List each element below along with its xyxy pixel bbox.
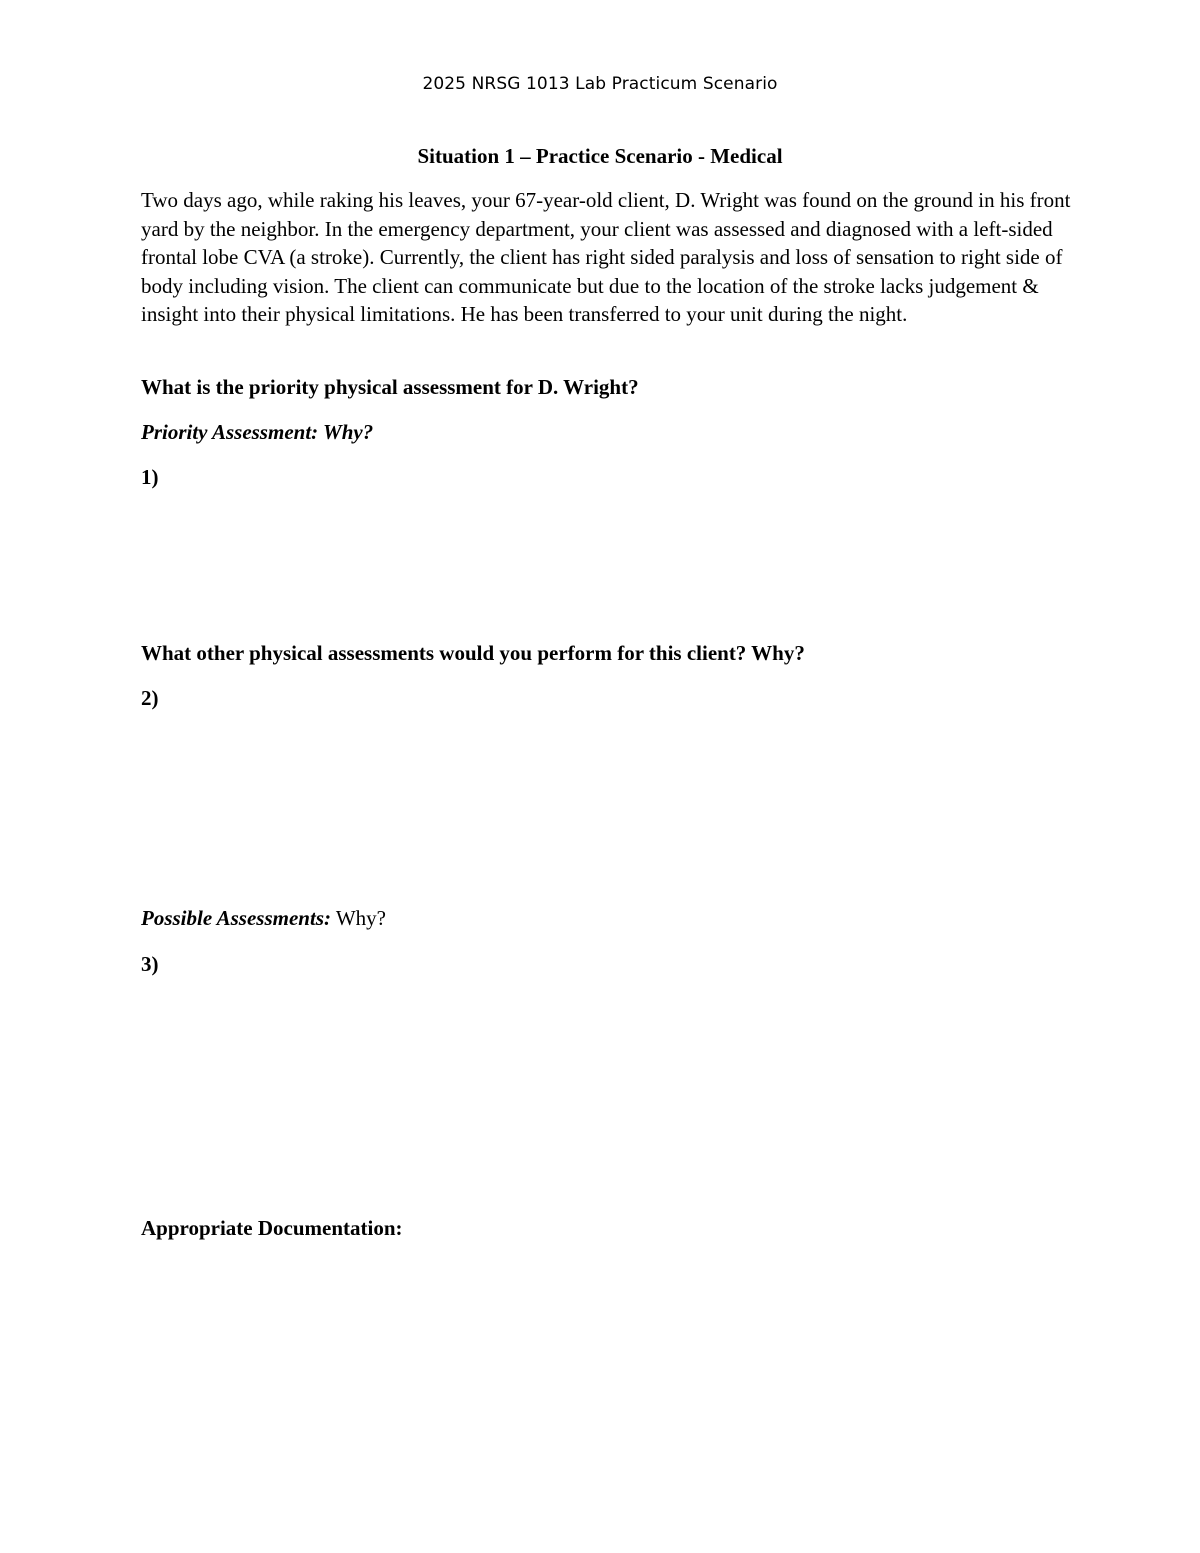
possible-assessments-why: Why? [330,906,386,930]
possible-assessments-line [141,906,386,931]
scenario-paragraph: Two days ago, while raking his leaves, your 67-year-old client, D. Wright was found on the ground in his front yard by the neighbor. In the emergency department, your client was assessed and diagnosed with a left-sided frontal lobe CVA (a stroke). Currently, the client has right sided paralysis and loss of sensation to right side of body including vision. The client can communicate but due to the location of the stroke lacks judgement & insight into their physical limitations. He has been transferred to your unit during the night. [141,188,1071,327]
priority-question: What is the priority physical assessment for D. Wright? [141,375,639,399]
answer-number-1: 1) [141,465,159,489]
possible-assessments-label: Possible Assessments: [141,906,331,930]
answer-number-2: 2) [141,686,159,710]
answer-number-3: 3) [141,952,159,976]
running-header: 2025 NRSG 1013 Lab Practicum Scenario [422,74,778,94]
documentation-label: Appropriate Documentation: [141,1216,403,1240]
scenario-title: Situation 1 – Practice Scenario - Medical [417,144,783,168]
other-assessments-question: What other physical assessments would you perform for this client? Why? [141,641,805,665]
priority-assessment-label: Priority Assessment: Why? [141,420,374,444]
